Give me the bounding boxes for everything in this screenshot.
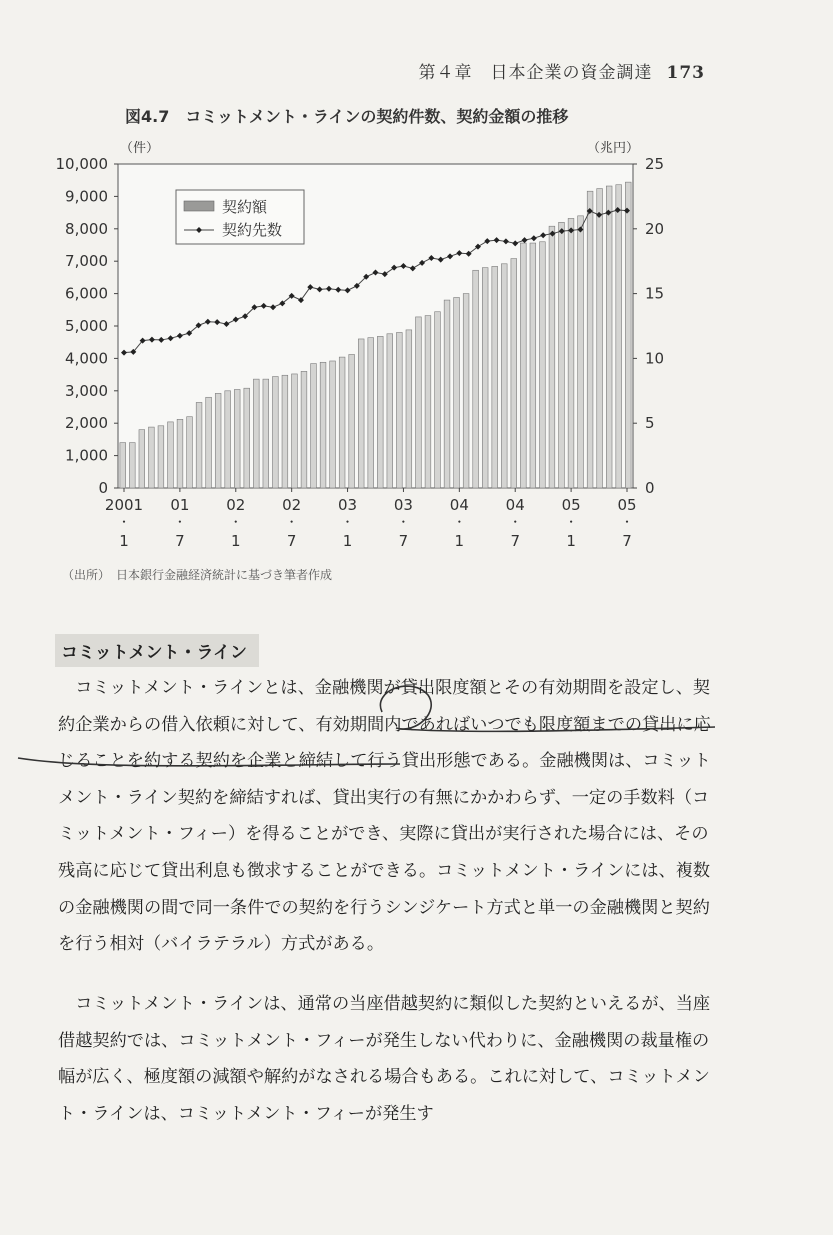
x-tick-dot: ・ [341, 515, 354, 529]
bar [196, 402, 202, 488]
left-tick-label: 10,000 [55, 155, 108, 173]
x-tick-month: 7 [398, 532, 409, 550]
left-tick-label: 0 [98, 479, 108, 497]
bar [377, 336, 383, 488]
left-tick-label: 2,000 [65, 414, 108, 433]
right-axis-unit: （兆円） [586, 141, 639, 156]
bar [158, 426, 164, 488]
bar [406, 330, 412, 488]
bar [625, 182, 631, 488]
x-tick-month: 1 [454, 532, 465, 550]
figure-title: 図4.7 コミットメント・ラインの契約件数、契約金額の推移 [125, 107, 569, 126]
bar [606, 186, 612, 488]
bar [473, 270, 479, 488]
x-tick-year: 03 [338, 496, 358, 514]
bar [273, 377, 279, 488]
bar [530, 243, 536, 488]
bar [129, 443, 135, 488]
bar [244, 388, 250, 488]
section-title: コミットメント・ライン [55, 634, 259, 667]
bar [368, 338, 374, 488]
bar [177, 419, 183, 488]
body-paragraph-2: コミットメント・ラインは、通常の当座借越契約に類似した契約といえるが、当座借越契約では、コミットメント・フィーが発生しない代わりに、金融機関の裁量権の幅が広く、極度額の減額や解約がなされる場合もある。これに対して、コミットメント・ラインは、コミットメント・フィーが発生す [58, 994, 711, 1124]
bar [149, 427, 155, 488]
bar [282, 375, 288, 488]
x-tick-year: 05 [617, 496, 637, 514]
x-tick-dot: ・ [117, 515, 131, 529]
right-tick-label: 15 [645, 284, 665, 303]
bar [520, 243, 526, 488]
left-tick-label: 5,000 [65, 317, 108, 335]
bar [597, 189, 603, 488]
bar [263, 379, 269, 488]
bar [120, 443, 126, 488]
x-tick-month: 1 [566, 532, 576, 550]
x-tick-year: 02 [226, 496, 246, 514]
bar [549, 226, 555, 488]
bar [559, 222, 565, 488]
left-tick-label: 1,000 [65, 446, 108, 465]
bar [587, 191, 593, 488]
bar [311, 364, 317, 488]
right-tick-label: 5 [645, 414, 655, 433]
x-tick-month: 1 [342, 532, 353, 550]
x-tick-year: 03 [393, 496, 413, 514]
x-tick-dot: ・ [229, 515, 242, 529]
bar [616, 185, 622, 488]
bar [387, 334, 393, 488]
bar [501, 264, 507, 488]
bar [139, 430, 145, 488]
x-tick-month: 7 [286, 532, 297, 550]
bar [492, 266, 498, 488]
right-tick-label: 25 [645, 155, 665, 173]
left-tick-label: 3,000 [65, 381, 108, 400]
x-tick-dot: ・ [173, 515, 186, 529]
bar [396, 332, 402, 488]
bar [339, 357, 345, 488]
bar [301, 371, 307, 488]
bar [511, 259, 517, 488]
left-tick-label: 8,000 [65, 219, 108, 238]
x-tick-year: 05 [561, 496, 581, 514]
left-tick-label: 6,000 [65, 284, 108, 303]
bar [320, 362, 326, 488]
bar [349, 355, 355, 488]
bar [234, 390, 240, 488]
bar [444, 300, 450, 488]
chapter-title: 第４章 日本企業の資金調達 [418, 63, 653, 83]
bar [568, 218, 574, 488]
bar [168, 422, 174, 488]
x-tick-year: 04 [449, 496, 469, 514]
bar [292, 374, 298, 488]
bar [540, 242, 546, 488]
bar [463, 294, 469, 488]
bar [187, 417, 193, 488]
running-header [419, 58, 706, 83]
left-axis-unit: （件） [120, 141, 160, 156]
bar [253, 379, 259, 488]
left-tick-label: 9,000 [65, 187, 108, 206]
x-tick-year: 02 [282, 496, 302, 514]
bar [206, 397, 212, 488]
x-tick-dot: ・ [620, 515, 634, 529]
x-tick-month: 1 [119, 532, 129, 550]
bar [425, 316, 431, 488]
right-tick-label: 10 [645, 349, 665, 368]
right-tick-label: 20 [645, 219, 665, 238]
bar [416, 317, 422, 488]
x-tick-month: 7 [622, 532, 632, 550]
x-tick-year: 01 [170, 496, 190, 514]
bar [435, 312, 441, 488]
legend-label-bar: 契約額 [222, 198, 268, 216]
x-tick-dot: ・ [285, 515, 298, 529]
bar [482, 268, 488, 488]
left-tick-label: 4,000 [65, 349, 108, 368]
body-paragraph-1: コミットメント・ラインとは、金融機関が貸出限度額とその有効期間を設定し、契約企業からの借入依頼に対して、有効期間内であればいつでも限度額までの貸出に応じることを約する契約を企業と締結して行う貸出形態である。金融機関は、コミットメント・ライン契約を締結すれば、貸出実行の有無にかかわらず、一定の手数料（コミットメント・フィー）を得ることができ、実際に貸出が実行された場合には、その残高に応じて貸出利息も徴求することができる。コミットメント・ラインには、複数の金融機関の間で同一条件での契約を行うシンジケート方式と単一の金融機関と契約を行う相対（バイラテラル）方式がある。 [58, 678, 711, 955]
chart [0, 130, 833, 560]
figure-source: （出所） 日本銀行金融経済統計に基づき筆者作成 [62, 568, 333, 582]
x-tick-dot: ・ [565, 515, 578, 529]
bar [454, 297, 460, 488]
legend-label-line: 契約先数 [222, 221, 283, 239]
x-tick-month: 1 [231, 532, 241, 550]
x-tick-year: 04 [505, 496, 525, 514]
x-tick-dot: ・ [453, 515, 466, 529]
x-tick-dot: ・ [397, 515, 410, 529]
legend-bar-swatch [184, 201, 214, 211]
x-tick-month: 7 [510, 532, 520, 550]
bar [215, 393, 221, 488]
bar [225, 391, 231, 488]
right-tick-label: 0 [645, 479, 655, 497]
x-tick-dot: ・ [509, 515, 522, 529]
x-tick-year: 2001 [104, 496, 144, 514]
bar [578, 216, 584, 488]
left-tick-label: 7,000 [65, 252, 108, 271]
bar [330, 361, 336, 488]
x-tick-month: 7 [175, 532, 185, 550]
page-number: 173 [666, 63, 705, 83]
bar [358, 339, 364, 488]
